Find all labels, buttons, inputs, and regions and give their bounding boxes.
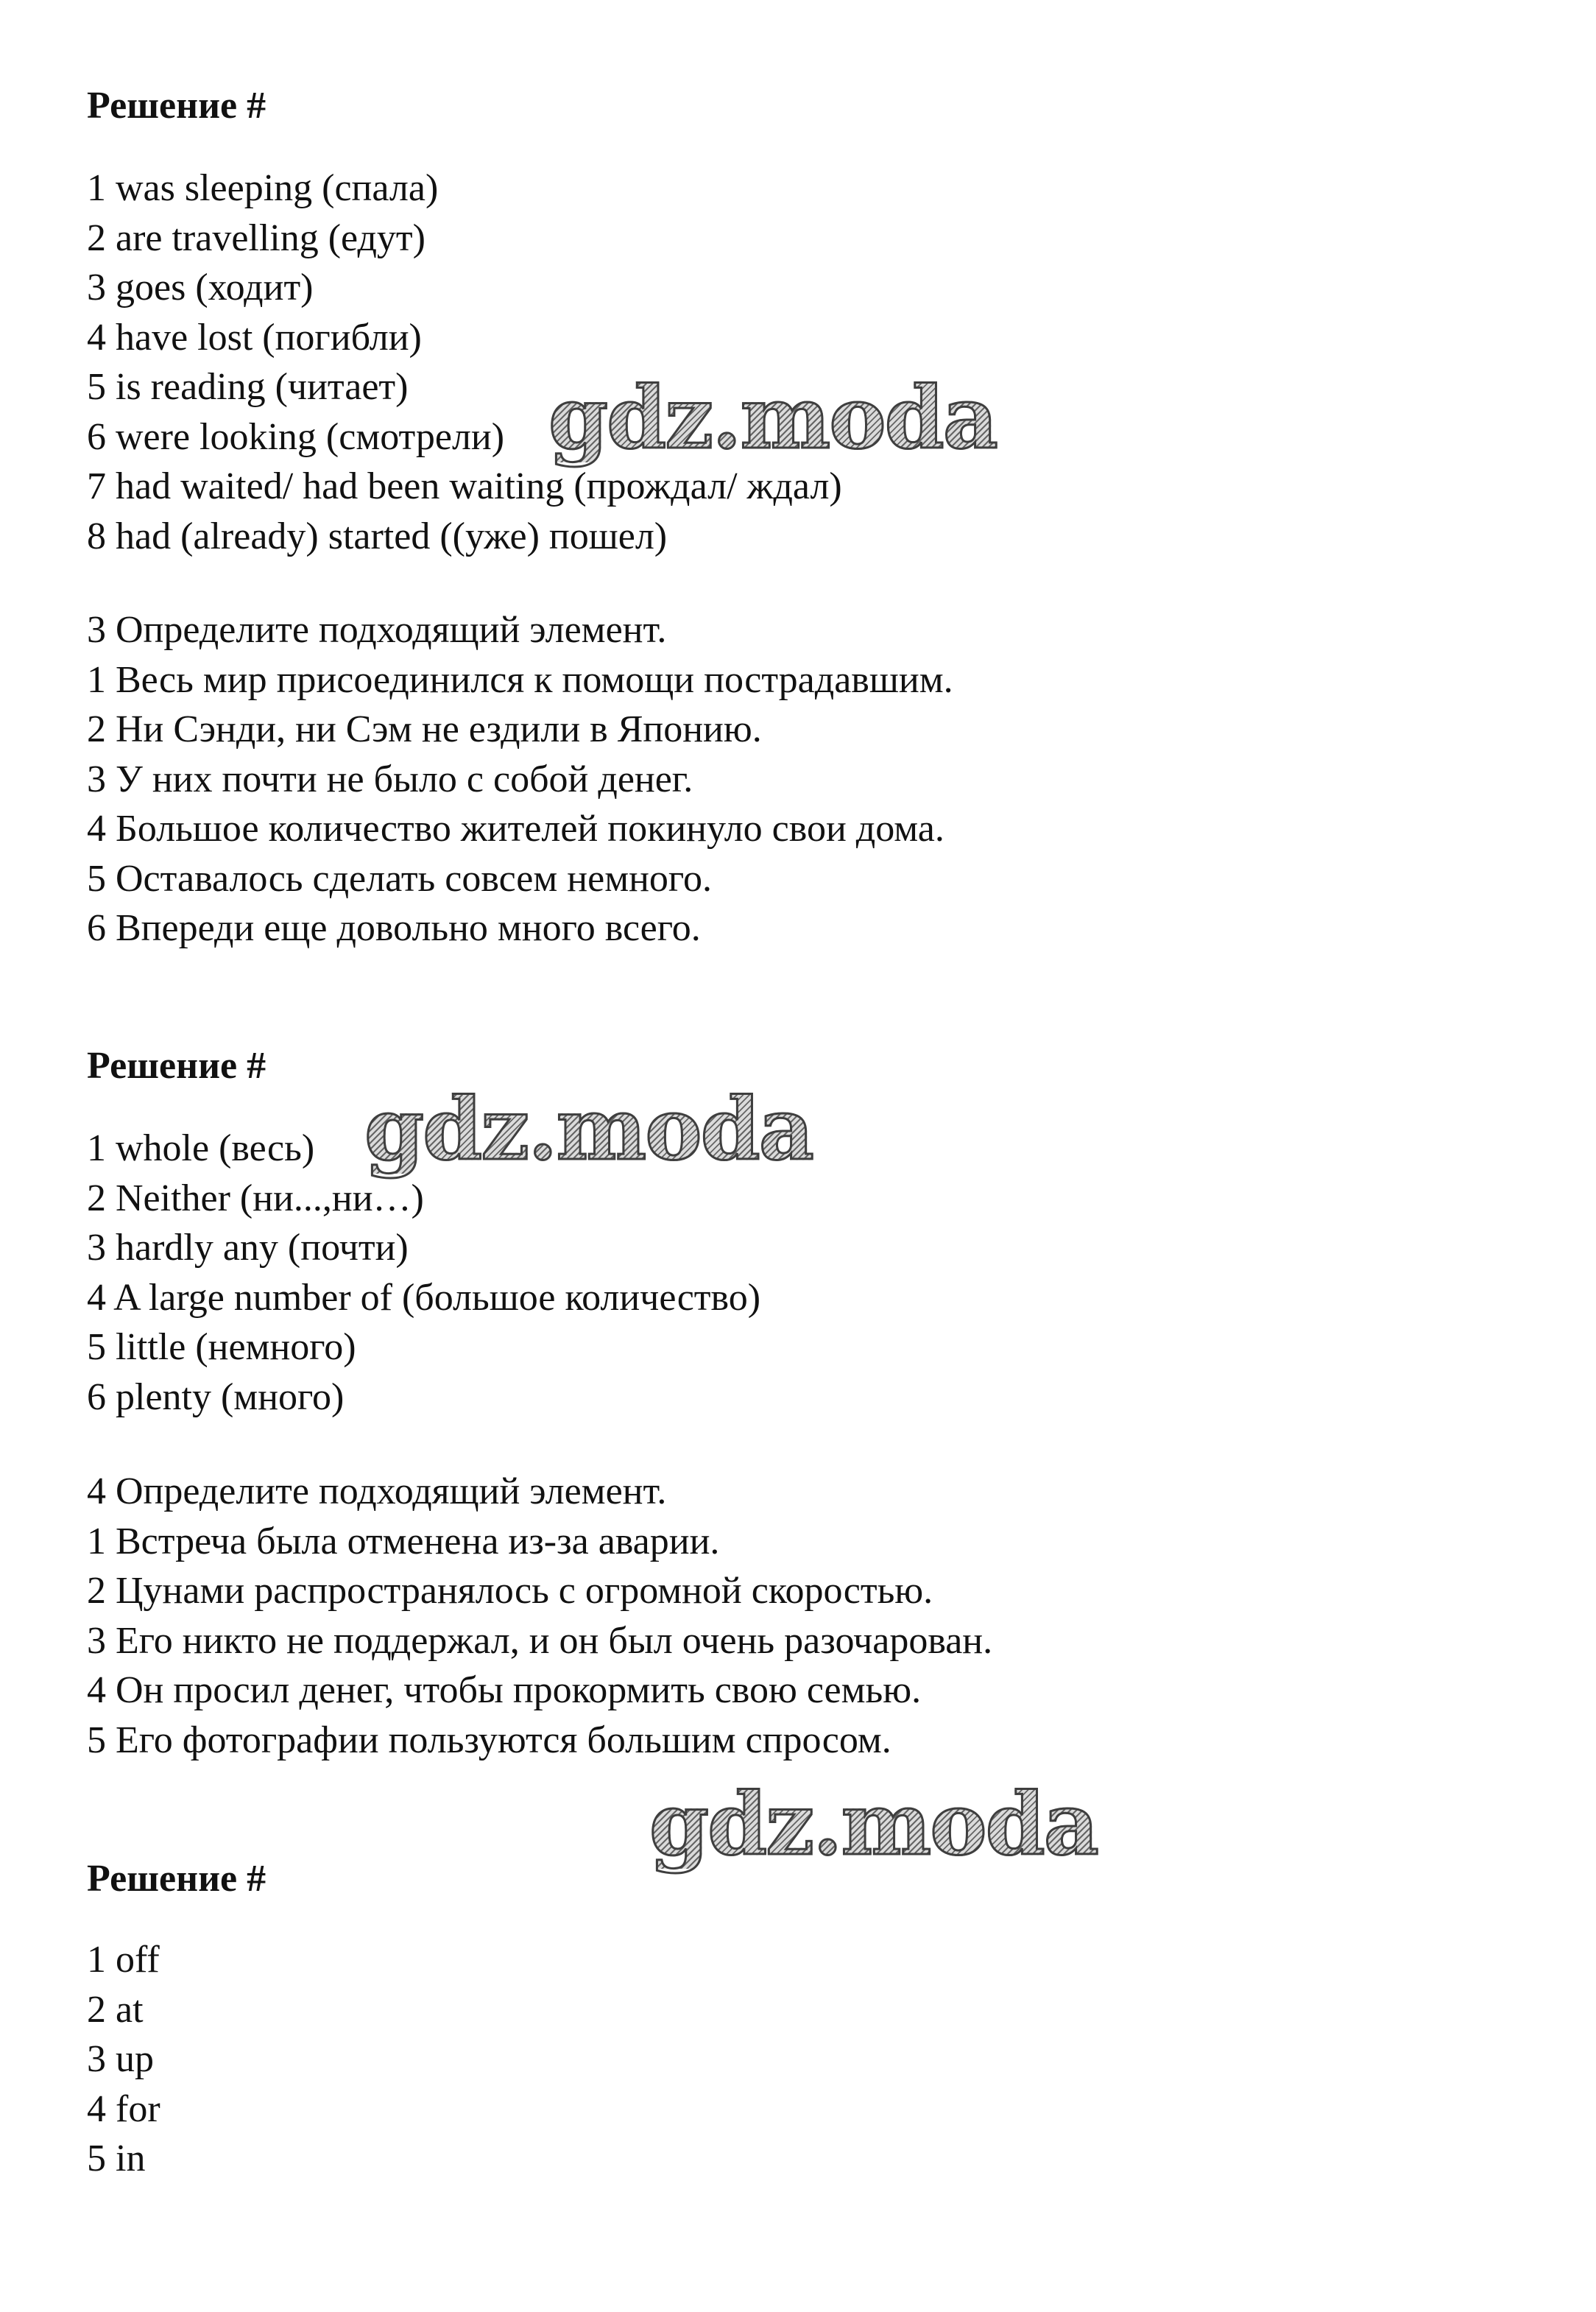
answer-line: 4 for xyxy=(87,2087,160,2130)
solution-section-1 xyxy=(87,81,1530,131)
answer-line: 3 up xyxy=(87,2038,154,2080)
answer-line: 4 have lost (погибли) xyxy=(87,316,422,359)
answer-line: 2 are travelling (едут) xyxy=(87,216,426,259)
sentence-line: 2 Цунами распространялось с огромной скоростью. xyxy=(87,1570,933,1612)
sentence-line: 1 Встреча была отменена из-за аварии. xyxy=(87,1520,720,1562)
answer-line: 5 in xyxy=(87,2137,146,2179)
answer-line: 7 had waited/ had been waiting (прождал/ ждал) xyxy=(87,465,842,507)
sentence-line: 6 Впереди еще довольно много всего. xyxy=(87,907,701,949)
answer-line: 2 at xyxy=(87,1988,144,2031)
answer-line: 5 little (немного) xyxy=(87,1326,356,1368)
answer-line: 6 were looking (смотрели) xyxy=(87,415,505,458)
watermark-logo: gdz.moda xyxy=(649,1774,1098,1875)
answer-line: 3 hardly any (почти) xyxy=(87,1227,409,1269)
exercise-title: 4 Определите подходящий элемент. xyxy=(87,1470,667,1512)
answer-line: 5 is reading (читает) xyxy=(87,366,409,408)
exercise-title: 3 Определите подходящий элемент. xyxy=(87,609,667,651)
solution-heading: Решение # xyxy=(87,1045,266,1087)
sentence-line: 3 Его никто не поддержал, и он был очень разочарован. xyxy=(87,1619,993,1662)
watermark-logo: gdz.moda xyxy=(364,1079,813,1180)
answer-line: 2 Neither (ни...,ни…) xyxy=(87,1177,424,1219)
answer-line: 3 goes (ходит) xyxy=(87,267,314,309)
sentence-line: 5 Оставалось сделать совсем немного. xyxy=(87,857,712,900)
exercise-3-list xyxy=(87,605,1530,954)
solution-heading: Решение # xyxy=(87,85,266,127)
sentence-line: 2 Ни Сэнди, ни Сэм не ездили в Японию. xyxy=(87,708,762,750)
sentence-line: 5 Его фотографии пользуются большим спросом. xyxy=(87,1719,891,1761)
answer-line: 8 had (already) started ((уже) пошел) xyxy=(87,515,668,557)
exercise-4-list xyxy=(87,1467,1530,1765)
answer-line: 1 off xyxy=(87,1939,160,1981)
sentence-line: 3 У них почти не было с собой денег. xyxy=(87,758,693,800)
answer-line: 4 A large number of (большое количество) xyxy=(87,1276,761,1319)
answer-list-3 xyxy=(87,1935,1530,2184)
watermark-logo: gdz.moda xyxy=(548,368,997,468)
sentence-line: 4 Большое количество жителей покинуло свои дома. xyxy=(87,808,944,850)
sentence-line: 4 Он просил денег, чтобы прокормить свою семью. xyxy=(87,1669,922,1711)
answer-line: 1 whole (весь) xyxy=(87,1127,315,1169)
sentence-line: 1 Весь мир присоединился к помощи пострадавшим. xyxy=(87,658,953,701)
answer-line: 6 plenty (много) xyxy=(87,1375,345,1418)
answer-line: 1 was sleeping (спала) xyxy=(87,167,439,209)
answer-list-1 xyxy=(87,163,1530,561)
solution-heading: Решение # xyxy=(87,1858,266,1900)
